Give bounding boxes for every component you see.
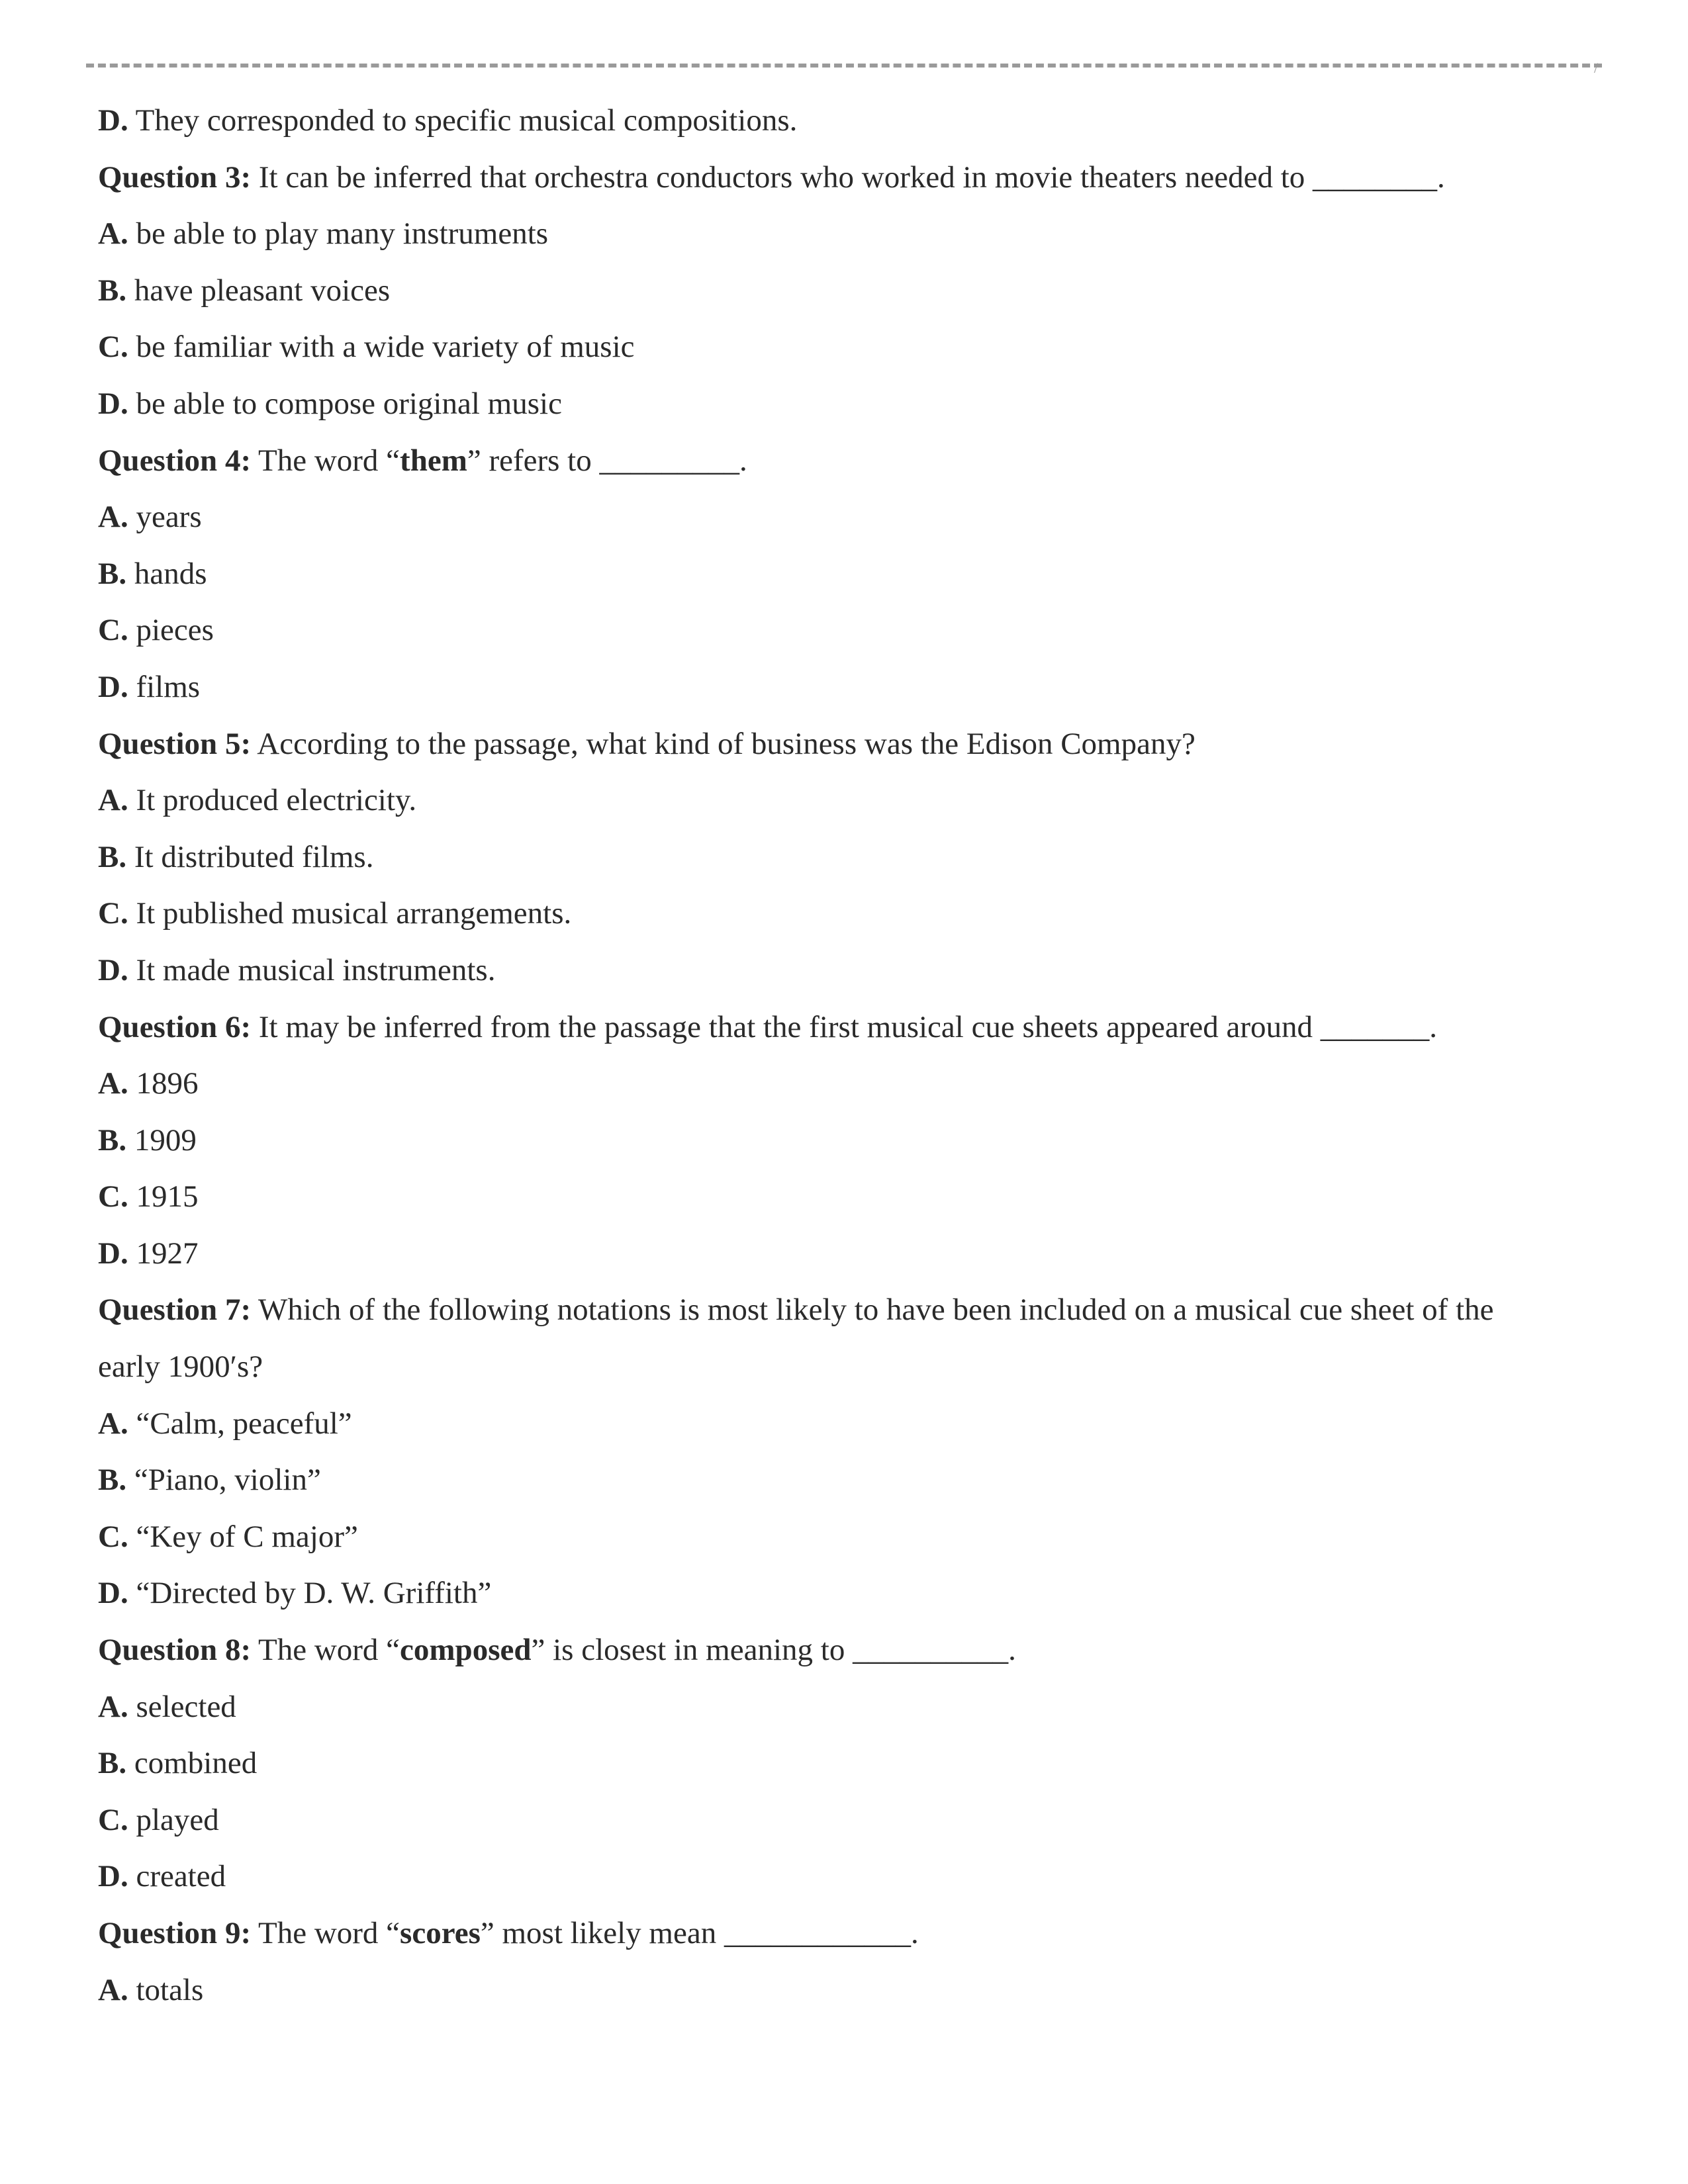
option-text: be familiar with a wide variety of music [128, 330, 635, 365]
option-line [98, 829, 1594, 886]
option-text: “Piano, violin” [126, 1463, 321, 1498]
question-7-stem [98, 1282, 1594, 1339]
question-7-stem-continued [98, 1339, 1594, 1396]
question-keyword: them [400, 443, 467, 478]
option-line [98, 1735, 1594, 1792]
option-letter: D. [98, 386, 128, 421]
option-line [98, 1962, 1594, 2019]
question-text-end: . [910, 1916, 919, 1950]
question-text: It can be inferred that orchestra conductors who worked in movie theaters needed to [251, 159, 1313, 195]
option-line [98, 772, 1594, 829]
option-line [98, 489, 1594, 546]
option-text: totals [128, 1972, 204, 2007]
question-9-stem [98, 1905, 1594, 1962]
option-letter: A. [98, 783, 128, 818]
option-letter: C. [98, 613, 128, 648]
option-line [98, 886, 1594, 942]
question-text-end: . [1008, 1633, 1016, 1668]
option-text: It produced electricity. [128, 783, 417, 818]
question-text: It may be inferred from the passage that the first musical cue sheets appeared around [251, 1009, 1321, 1044]
option-text: 1927 [128, 1236, 199, 1271]
option-letter: D. [98, 1576, 128, 1611]
option-text: It made musical instruments. [128, 952, 496, 987]
question-list [98, 93, 1594, 2019]
option-line [98, 1848, 1594, 1905]
answer-blank: _______ [1320, 1009, 1430, 1044]
option-text: films [128, 669, 201, 704]
question-6-stem [98, 999, 1594, 1056]
option-letter: A. [98, 1406, 128, 1441]
option-line [98, 263, 1594, 320]
question-text-end: . [739, 443, 747, 478]
option-text: “Key of C major” [128, 1519, 358, 1554]
option-letter: C. [98, 330, 128, 365]
option-letter: A. [98, 216, 128, 251]
question-4-stem [98, 433, 1594, 490]
header-dashed-rule [86, 64, 1602, 68]
option-letter: D. [98, 952, 128, 987]
option-text: created [128, 1859, 226, 1894]
answer-blank: ____________ [724, 1916, 911, 1950]
option-text: played [128, 1802, 219, 1837]
option-line [98, 602, 1594, 659]
option-letter: C. [98, 1179, 128, 1214]
option-text: They corresponded to specific musical compositions. [128, 103, 798, 138]
question-text-mid: ” is closest in meaning to [531, 1633, 853, 1668]
answer-blank: ________ [1313, 159, 1438, 195]
option-line [98, 319, 1594, 376]
option-letter: C. [98, 1802, 128, 1837]
option-line [98, 1509, 1594, 1566]
question-text: The word “ [251, 443, 400, 478]
question-label: Question 9: [98, 1916, 252, 1950]
question-text: According to the passage, what kind of business was the Edison Company? [251, 726, 1196, 761]
option-line [98, 1056, 1594, 1113]
question-keyword: composed [400, 1633, 532, 1668]
option-text: hands [126, 556, 207, 591]
header-continuation-mark: / [1594, 60, 1599, 76]
option-text: It distributed films. [126, 839, 374, 874]
option-letter: D. [98, 1236, 128, 1271]
question-text: The word “ [251, 1633, 400, 1668]
option-letter: A. [98, 1972, 128, 2007]
option-letter: B. [98, 1122, 127, 1158]
question-text: The word “ [251, 1916, 400, 1950]
option-text: It published musical arrangements. [128, 896, 572, 931]
option-letter: A. [98, 500, 128, 535]
question-keyword: scores [400, 1916, 481, 1950]
option-line [98, 376, 1594, 433]
option-letter: A. [98, 1066, 128, 1101]
option-text: be able to play many instruments [128, 216, 549, 251]
option-letter: B. [98, 1746, 127, 1781]
option-letter: D. [98, 669, 128, 704]
option-letter: B. [98, 1463, 127, 1498]
option-line [98, 1226, 1594, 1283]
option-text: “Calm, peaceful” [128, 1406, 352, 1441]
question-label: Question 8: [98, 1633, 252, 1668]
option-letter: C. [98, 1519, 128, 1554]
option-letter: A. [98, 1689, 128, 1724]
option-line [98, 206, 1594, 263]
option-letter: B. [98, 839, 127, 874]
option-text: combined [126, 1746, 258, 1781]
option-line [98, 1396, 1594, 1453]
option-line [98, 1452, 1594, 1509]
answer-blank: _________ [599, 443, 739, 478]
question-label: Question 3: [98, 159, 252, 195]
option-text: be able to compose original music [128, 386, 562, 421]
question-label: Question 7: [98, 1293, 252, 1328]
question-text: early 1900′s? [98, 1349, 263, 1385]
option-line [98, 1792, 1594, 1849]
option-line [98, 942, 1594, 999]
option-text: selected [128, 1689, 236, 1724]
question-text: Which of the following notations is most likely to have been included on a musical cue sheet of the [251, 1293, 1494, 1328]
option-line [98, 659, 1594, 716]
question-text-end: . [1437, 159, 1445, 195]
option-line [98, 1113, 1594, 1169]
option-text: 1915 [128, 1179, 199, 1214]
option-text: have pleasant voices [126, 273, 391, 308]
question-text-end: . [1429, 1009, 1438, 1044]
question-label: Question 5: [98, 726, 252, 761]
option-text: years [128, 500, 202, 535]
answer-blank: __________ [853, 1633, 1009, 1668]
option-line [98, 1565, 1594, 1622]
option-letter: D. [98, 103, 128, 138]
question-3-stem [98, 150, 1594, 206]
question-text-mid: ” refers to [467, 443, 600, 478]
question-text-mid: ” most likely mean [480, 1916, 724, 1950]
question-5-stem [98, 716, 1594, 773]
option-text: pieces [128, 613, 214, 648]
option-line [98, 546, 1594, 603]
question-8-stem [98, 1622, 1594, 1679]
question-label: Question 4: [98, 443, 252, 478]
option-text: 1909 [126, 1122, 197, 1158]
option-letter: D. [98, 1859, 128, 1894]
question-label: Question 6: [98, 1009, 252, 1044]
option-line [98, 1679, 1594, 1736]
option-letter: C. [98, 896, 128, 931]
option-text: “Directed by D. W. Griffith” [128, 1576, 492, 1611]
option-line [98, 1169, 1594, 1226]
option-letter: B. [98, 556, 127, 591]
option-line [98, 93, 1594, 150]
option-text: 1896 [128, 1066, 199, 1101]
option-letter: B. [98, 273, 127, 308]
